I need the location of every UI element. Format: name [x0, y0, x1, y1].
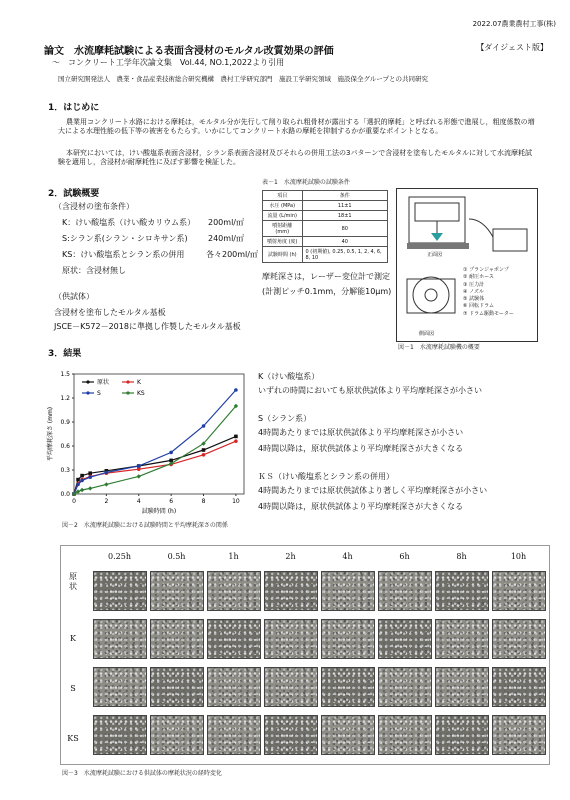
specimen-photo [492, 571, 546, 611]
row-label-s: S [70, 684, 76, 693]
legend-item: ② 耐圧ホース [463, 274, 494, 281]
specimen-title: （供試体） [54, 292, 94, 301]
result-s-title: S（シラン系） [258, 414, 312, 423]
specimen-photo [378, 667, 432, 707]
x-tick-label: 2 [104, 498, 109, 505]
table-cell: 噴射角度 (度) [263, 237, 303, 247]
specimen-photo [93, 715, 147, 755]
specimen-photo [492, 667, 546, 707]
data-point [80, 488, 84, 492]
apparatus-legend [463, 267, 514, 318]
x-tick-label: 4 [136, 498, 141, 505]
table-header: 項目 [263, 191, 303, 201]
specimen-photo [321, 667, 375, 707]
y-tick-label: 0.3 [60, 467, 70, 474]
apparatus-diagram [397, 189, 537, 341]
data-point [234, 439, 238, 443]
table-cell: 噴射距離 (mm) [263, 221, 303, 237]
table1-caption: 表－1 水流摩耗試験の試験条件 [262, 179, 350, 186]
specimen-photo [150, 667, 204, 707]
author-affiliation: 国立研究開発法人 農業・食品産業技術総合研究機構 農村工学研究部門 施設工学研究領域 施設保全グループとの共同研究 [58, 75, 428, 83]
specimen-photo [435, 571, 489, 611]
specimen-photo [435, 667, 489, 707]
specimen-photo [321, 619, 375, 659]
table-cell: 18±1 [302, 211, 388, 221]
data-point [80, 474, 84, 478]
legend-item: ① プランジャポンプ [463, 267, 509, 273]
figure1-caption: 図－1 水流摩耗試験機の概要 [398, 344, 480, 351]
result-s-line1: 4時間あたりまでは原状供試体より平均摩耗深さが小さい [258, 428, 464, 437]
table-cell: 80 [302, 221, 388, 237]
specimen-photo [492, 619, 546, 659]
specimen-photo [435, 715, 489, 755]
row-label-original: 原状 [69, 572, 77, 591]
table-cell: 40 [302, 237, 388, 247]
coating-conditions-title: （含浸材の塗布条件） [54, 202, 134, 211]
specimen-photo [207, 715, 261, 755]
specimen-photo [378, 571, 432, 611]
y-tick-label: 1.2 [60, 395, 70, 402]
column-header: 4h [342, 552, 353, 561]
table-header: 条件 [302, 191, 388, 201]
x-tick-label: 0 [72, 498, 76, 505]
measurement-note-1: 摩耗深さは，レーザー変位計で測定 [262, 272, 390, 281]
result-ks-line1: 4時間あたりまでは原状供試体より著しく平均摩耗深さが小さい [258, 486, 488, 495]
condition-s-label: S:シラン系(シラン・シロキサン系) [62, 234, 188, 243]
x-tick-label: 6 [169, 498, 174, 505]
specimen-desc-1: 含浸材を塗布したモルタル基板 [54, 308, 166, 317]
issue-date: 2022.07農業農村工事(株) [472, 20, 556, 28]
condition-base-label: 原状：含浸材無し [62, 266, 126, 275]
paper-title: 論文 水流摩耗試験による表面含浸材のモルタル改質効果の評価 [44, 46, 334, 57]
y-axis-label: 平均摩耗深さ (mm) [47, 406, 54, 462]
table-cell: 0 (初期値), 0.25, 0.5, 1, 2, 4, 6, 8, 10 [302, 247, 388, 263]
data-point [104, 482, 108, 486]
data-point [88, 475, 92, 479]
table-cell: 試験時間 (h) [263, 247, 303, 263]
intro-paragraph-1: 農業用コンクリート水路における摩耗は，モルタル分が先行して削り取られ粗骨材が露出する「選択的摩耗」と呼ばれる形態で進展し，粗度係数の増大による水理性能の低下等の被害をもたらす。いかにしてコンクリート水路の摩耗を抑制するかが重要なポイントとなる。 [58, 118, 535, 136]
legend-marker [126, 380, 129, 383]
column-header: 8h [456, 552, 467, 561]
intro-paragraph-2: 本研究においては，けい酸塩系表面含浸材，シラン系表面含浸材及びそれらの併用工法の3パターンで含浸材を塗布したモルタルに対して水流摩耗試験を適用し，含浸材が耐摩耗性に及ぼす影響を検証した。 [58, 149, 533, 167]
series-line-KS [74, 406, 236, 494]
specimen-photo [264, 619, 318, 659]
series-line-S [74, 390, 236, 494]
data-point [169, 451, 173, 455]
specimen-photo [378, 619, 432, 659]
legend-marker [126, 391, 129, 394]
result-k-line1: いずれの時間においても原状供試体より平均摩耗深さが小さい [258, 386, 482, 395]
data-point [137, 464, 141, 468]
specimen-photo [150, 571, 204, 611]
specimen-photo [321, 571, 375, 611]
data-point [76, 478, 80, 482]
data-point [234, 388, 238, 392]
specimen-photo [207, 619, 261, 659]
section-heading-results: 3．結果 [48, 349, 82, 359]
specimen-photo [264, 571, 318, 611]
section-heading-intro: 1．はじめに [48, 103, 100, 113]
specimen-photo [207, 571, 261, 611]
specimen-photo [150, 715, 204, 755]
data-point [105, 471, 109, 475]
legend-item: ⑥ 回転ドラム [463, 303, 495, 310]
specimen-photo [435, 619, 489, 659]
data-point [202, 424, 206, 428]
column-header: 0.5h [167, 552, 186, 561]
specimen-photo [93, 619, 147, 659]
legend-label: 原状 [97, 379, 110, 386]
digest-label: 【ダイジェスト版】 [476, 43, 548, 52]
data-point [202, 453, 206, 457]
y-tick-label: 0.9 [60, 419, 70, 426]
legend-item: ③ 圧力計 [463, 281, 485, 288]
wear-depth-chart [44, 364, 254, 514]
specimen-photo [321, 715, 375, 755]
data-point [202, 448, 206, 452]
figure3-caption: 図－3 水流摩耗試験における供試体の摩耗状況の経時変化 [62, 770, 222, 777]
side-view-label: 側面図 [419, 331, 435, 337]
y-tick-label: 1.5 [60, 371, 70, 378]
wear-photo-grid [60, 545, 550, 765]
y-tick-label: 0.6 [60, 443, 70, 450]
condition-ks-label: KS：けい酸塩系とシラン系の併用 [62, 250, 185, 259]
measurement-note-2: (計測ピッチ0.1mm，分解能10μm) [262, 287, 392, 296]
condition-k-label: K：けい酸塩系（けい酸カリウム系） [62, 218, 196, 227]
figure2-caption: 図－2 水流摩耗試験における試験時間と平均摩耗深さの関係 [62, 522, 228, 529]
result-ks-title: ＫＳ（けい酸塩系とシラン系の併用） [258, 472, 394, 481]
table-cell: 水圧 (MPa) [263, 201, 303, 211]
series-line-原状 [74, 436, 236, 494]
legend-label: S [97, 390, 101, 397]
condition-s-value: 240ml/㎡ [208, 234, 244, 243]
legend-label: K [137, 379, 141, 386]
y-tick-label: 0.0 [60, 491, 70, 498]
data-point [137, 467, 141, 471]
row-label-ks: KS [67, 734, 79, 743]
specimen-photo [378, 715, 432, 755]
specimen-photo [264, 667, 318, 707]
table-cell: 11±1 [302, 201, 388, 211]
table-cell: 流量 (L/min) [263, 211, 303, 221]
legend-item: ⑤ 試験体 [463, 296, 485, 302]
result-ks-line2: 4時間以降は，原状供試体より平均摩耗深さが大きくなる [258, 502, 464, 511]
test-conditions-table [262, 190, 388, 263]
data-point [234, 435, 238, 439]
specimen-desc-2: JSCE－K572－2018に準拠し作製したモルタル基板 [54, 322, 241, 331]
legend-marker [86, 391, 89, 394]
specimen-photo [93, 571, 147, 611]
legend-item: ④ ノズル [463, 288, 484, 295]
column-header: 2h [285, 552, 296, 561]
specimen-photo [150, 619, 204, 659]
column-header: 1h [228, 552, 239, 561]
x-tick-label: 10 [232, 498, 240, 505]
legend-marker [86, 380, 89, 383]
data-point [80, 479, 84, 483]
column-header: 6h [399, 552, 410, 561]
x-axis-label: 試験時間 (h) [141, 508, 177, 514]
specimen-photo [93, 667, 147, 707]
data-point [137, 474, 141, 478]
legend-label: KS [137, 390, 145, 397]
condition-ks-value: 各々200ml/㎡ [206, 250, 258, 259]
column-header: 10h [510, 552, 527, 561]
specimen-photo [492, 715, 546, 755]
section-heading-test: 2．試験概要 [48, 189, 100, 199]
apparatus-figure [396, 188, 538, 342]
data-point [88, 486, 92, 490]
condition-k-value: 200ml/㎡ [208, 218, 244, 227]
result-s-line2: 4時間以降は，原状供試体より平均摩耗深さが大きくなる [258, 444, 464, 453]
specimen-photo [207, 667, 261, 707]
source-citation: ～ コンクリート工学年次論文集 Vol.44, NO.1,2022より引用 [52, 58, 285, 67]
legend-item: ⑦ ドラム駆動モーター [463, 310, 514, 317]
data-point [76, 483, 80, 487]
row-label-k: K [70, 634, 76, 643]
front-view-label: 正面図 [427, 252, 443, 258]
data-point [88, 471, 92, 475]
result-k-title: K（けい酸塩系） [258, 372, 320, 381]
x-tick-label: 8 [201, 498, 206, 505]
column-header: 0.25h [108, 552, 131, 561]
specimen-photo [264, 715, 318, 755]
